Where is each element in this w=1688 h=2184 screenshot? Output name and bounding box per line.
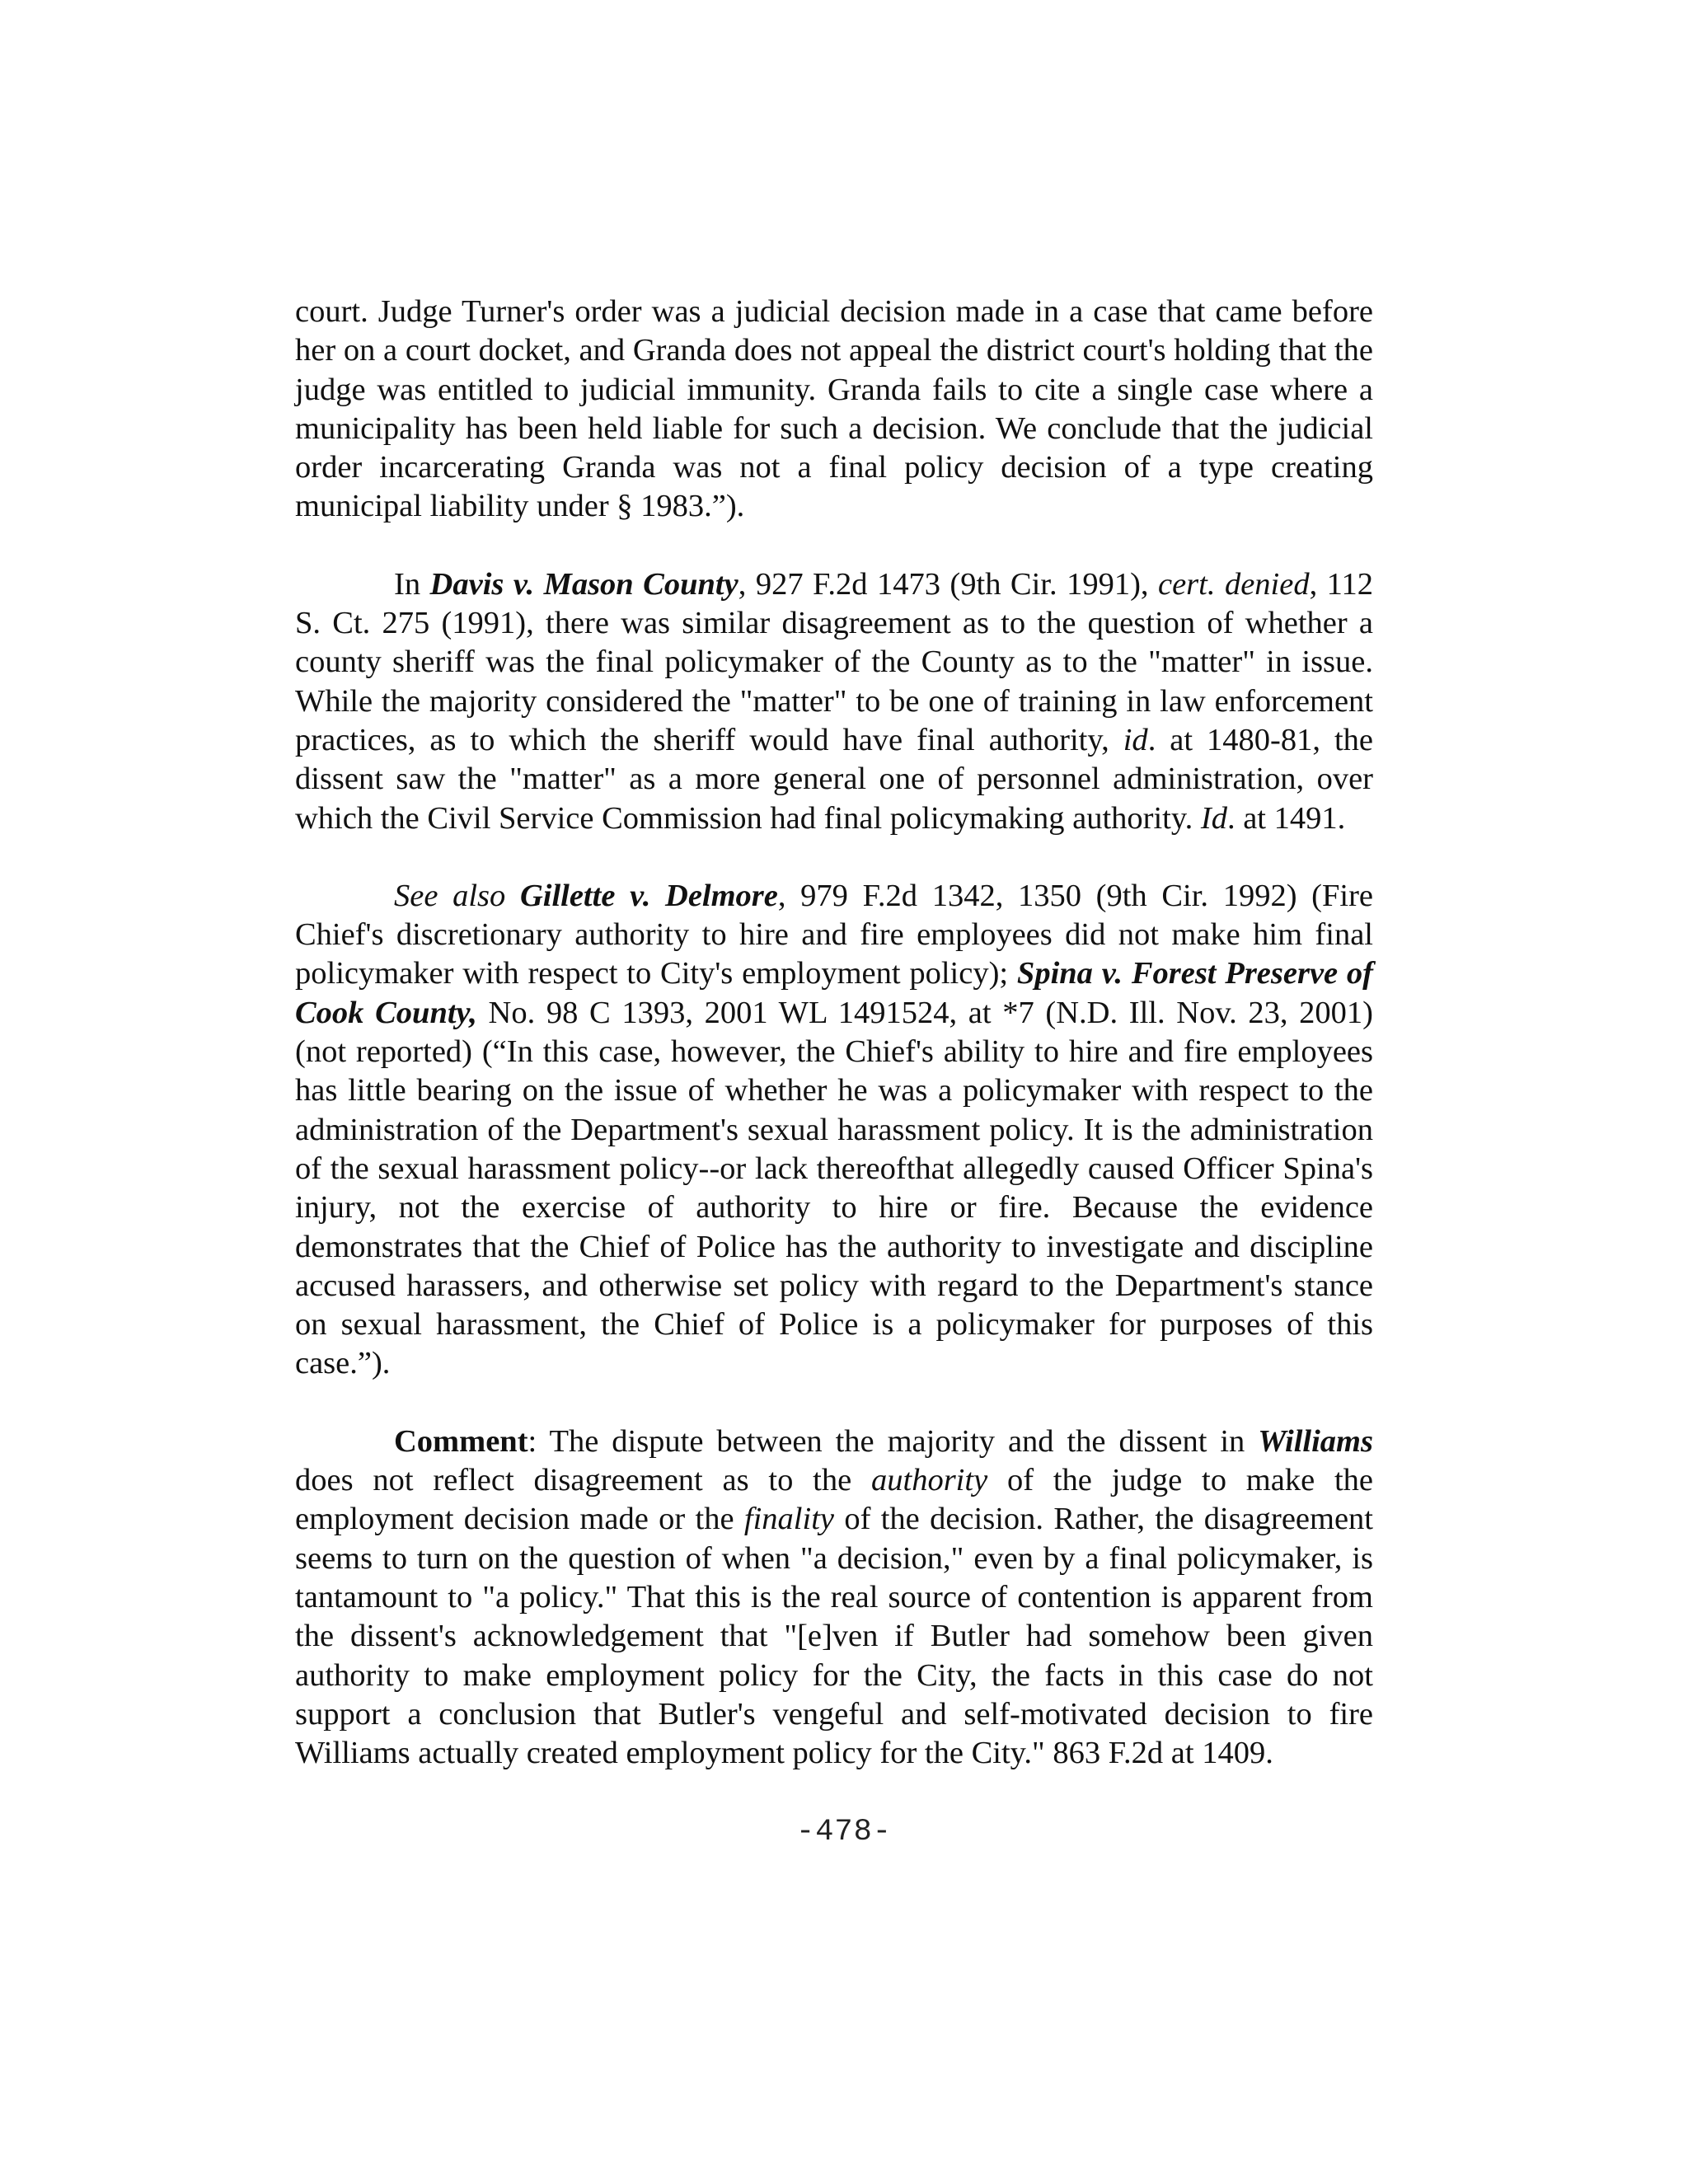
- paragraph-3-text-2: No. 98 C 1393, 2001 WL 1491524, at *7 (N.D. Ill. Nov. 23, 2001) (not reported) (“In this case, however, the Chief's ability to hire and fire employees has little bearing on the issue of whether he was a policymaker with respect to the administration of the Department's sexual harassment policy. It is the administration of the sexual harassment policy--or lack thereofthat allegedly caused Officer Spina's injury, not the exercise of authority to hire or fire. Because the evidence demonstrates that the Chief of Police has the authority to investigate and discipline accused harassers, and otherwise set policy with regard to the Department's stance on sexual harassment, the Chief of Police is a policymaker for purposes of this case.”).: [295, 995, 1373, 1381]
- paragraph-2-text-2: , 112 S. Ct. 275 (1991), there was similar disagreement as to the question of whether a county sheriff was the final policymaker of the County as to the "matter" in issue. While the majority considered the "matter" to be one of training in law enforcement practices, as to which the sheriff would have final authority,: [295, 566, 1373, 757]
- paragraph-2-text-4: . at 1491.: [1226, 800, 1346, 836]
- case-name-davis: Davis v. Mason County: [429, 566, 738, 602]
- cert-denied: cert. denied: [1158, 566, 1310, 602]
- id-citation-2: Id: [1200, 800, 1227, 836]
- paragraph-4-text-4: of the decision. Rather, the disagreement seems to turn on the question of when "a decision," even by a final policymaker, is tantamount to "a policy." That this is the real source of contention is apparent from the dissent's acknowledgement that "[e]ven if Butler had somehow been given authority to make employment policy for the City, the facts in this case do not support a conclusion that Butler's vengeful and self-motivated decision to fire Williams actually created employment policy for the City." 863 F.2d at 1409.: [295, 1502, 1373, 1771]
- paragraph-1: [295, 293, 1373, 527]
- see-also: See also: [394, 878, 506, 913]
- paragraph-2-text-3: . at 1480-81, the dissent saw the "matter" as a more general one of personnel administration, over which the Civil Service Commission had final policymaking authority.: [295, 722, 1374, 836]
- paragraph-4: [295, 1422, 1373, 1774]
- paragraph-4-text-2: does not reflect disagreement as to the: [295, 1463, 871, 1498]
- case-name-gillette: Gillette v. Delmore: [519, 878, 778, 913]
- authority-emphasis: authority: [871, 1463, 988, 1498]
- paragraph-3-text-1: , 979 F.2d 1342, 1350 (9th Cir. 1992) (Fire Chief's discretionary authority to hire and fire employees did not make him final policymaker with respect to City's employment policy);: [295, 878, 1374, 991]
- comment-label: Comment: [394, 1423, 528, 1459]
- finality-emphasis: finality: [743, 1502, 834, 1537]
- paragraph-2-lead: In: [394, 566, 430, 602]
- paragraph-4-text-3: of the judge to make the employment decision made or the: [295, 1463, 1373, 1537]
- case-name-williams: Williams: [1258, 1423, 1373, 1459]
- paragraph-3: [295, 877, 1373, 1384]
- case-name-spina: Spina v. Forest Preserve of Cook County,: [295, 956, 1373, 1030]
- paragraph-2-text-1: , 927 F.2d 1473 (9th Cir. 1991),: [738, 566, 1158, 602]
- paragraph-3-space: [505, 879, 520, 913]
- document-body: [295, 293, 1373, 1811]
- page-number: -478-: [795, 1815, 893, 1849]
- paragraph-2: [295, 565, 1373, 838]
- paragraph-4-text-1: : The dispute between the majority and the dissent in: [528, 1423, 1259, 1459]
- id-citation-1: id: [1123, 722, 1148, 757]
- paragraph-1-text: court. Judge Turner's order was a judicial decision made in a case that came before her on a court docket, and Granda does not appeal the district court's holding that the judge was entitled to judicial immunity. Granda fails to cite a single case where a municipality has been held liable for such a decision. We conclude that the judicial order incarcerating Granda was not a final policy decision of a type creating municipal liability under § 1983.”).: [295, 294, 1373, 524]
